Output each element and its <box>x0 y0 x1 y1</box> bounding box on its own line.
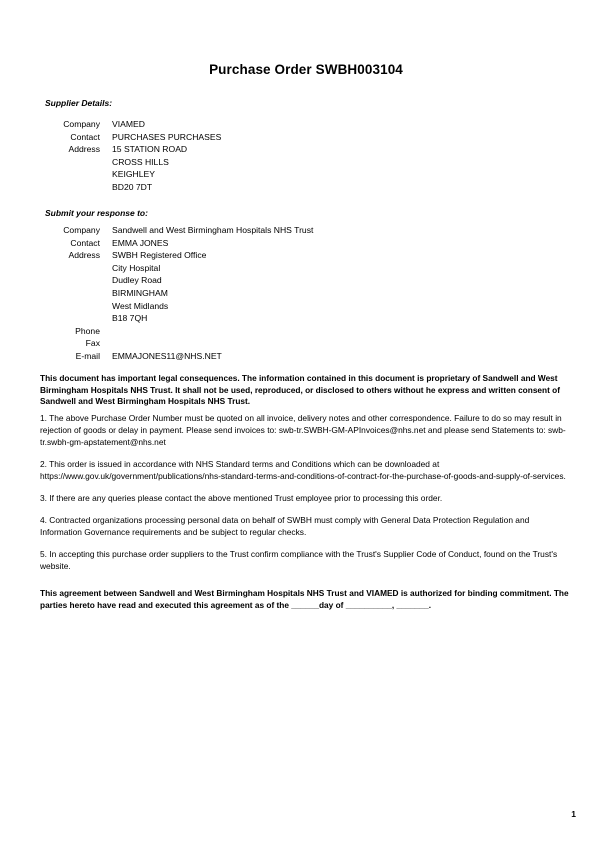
field-value: PURCHASES PURCHASES <box>112 131 222 142</box>
field-row <box>45 287 313 300</box>
field-value: 15 STATION ROAD <box>112 144 188 155</box>
field-value: EMMA JONES <box>112 237 169 248</box>
field-row <box>45 143 221 156</box>
field-key: Company <box>63 119 100 129</box>
page-title: Purchase Order SWBH003104 <box>209 62 403 77</box>
supplier-details-fields <box>45 118 221 194</box>
field-key: Address <box>68 144 100 155</box>
clause-text: 2. This order is issued in accordance with NHS Standard terms and Conditions which can be downloaded at <box>40 459 440 469</box>
field-row <box>45 168 221 181</box>
field-row <box>45 262 313 275</box>
field-value: VIAMED <box>112 119 145 129</box>
clause-item <box>40 458 573 482</box>
field-row <box>45 237 313 250</box>
field-row <box>45 224 313 237</box>
clause-text: 3. If there are any queries please contact the above mentioned Trust employee prior to processing this order. <box>40 493 443 503</box>
field-row <box>45 156 221 169</box>
clause-text: 5. In accepting this purchase order suppliers to the Trust confirm compliance with the Trust's Supplier Code of Conduct, found on the Trust's website. <box>40 549 558 571</box>
clauses-list <box>40 412 573 582</box>
clause-text: 1. The above Purchase Order Number must be quoted on all invoice, delivery notes and other correspondence. Failure to do so may result in rejection of goods or delay in payment. Please send invoices to: swb-tr.SWBH-GM-APInvoices@nhs.net and please send Statements to: swb-tr.swbh-gm-apstatement@nhs.net <box>40 413 566 447</box>
clause-text: 4. Contracted organizations processing personal data on behalf of SWBH must comply with General Data Protection Regulation and Information Governance requirements and be subject to regular checks. <box>40 515 530 537</box>
field-row <box>45 337 313 350</box>
agreement-statement: This agreement between Sandwell and West Birmingham Hospitals NHS Trust and VIAMED is authorized for binding commitment. The parties hereto have read and executed this agreement as of the ______day of __________, _______. <box>40 588 569 610</box>
field-row <box>45 118 221 131</box>
field-value: KEIGHLEY <box>112 169 155 180</box>
field-row <box>45 325 313 338</box>
field-key: Contact <box>70 131 100 142</box>
field-key: Fax <box>85 338 100 349</box>
field-row <box>45 181 221 194</box>
field-value: City Hospital <box>112 262 161 273</box>
field-row <box>45 312 313 325</box>
field-row <box>45 249 313 262</box>
submit-response-label: Submit your response to: <box>45 208 148 218</box>
field-row <box>45 274 313 287</box>
field-key: Phone <box>75 325 100 336</box>
field-value: SWBH Registered Office <box>112 250 207 261</box>
clause-item <box>40 548 573 572</box>
field-key: Address <box>68 250 100 261</box>
submit-response-fields <box>45 224 313 363</box>
field-value: BIRMINGHAM <box>112 287 168 298</box>
field-value: B18 7QH <box>112 313 148 324</box>
field-value: CROSS HILLS <box>112 156 169 167</box>
field-value: EMMAJONES11@NHS.NET <box>112 350 222 361</box>
field-row <box>45 131 221 144</box>
field-key: E-mail <box>75 350 100 361</box>
clause-item <box>40 514 573 538</box>
page-number: 1 <box>571 809 576 819</box>
clause-item <box>40 492 573 504</box>
field-value: Dudley Road <box>112 275 162 286</box>
legal-notice: This document has important legal consequences. The information contained in this document is proprietary of Sandwell and West Birmingham Hospitals NHS Trust. It shall not be used, reproduced, or disclosed to others without he express and written consent of Sandwell and West Birmingham Hospitals NHS Trust. <box>40 373 561 407</box>
field-value: BD20 7DT <box>112 181 153 192</box>
clause-url[interactable]: https://www.gov.uk/government/publications/nhs-standard-terms-and-conditions-of-contract-for-the-purchase-of-goods-and-supply-of-services. <box>40 471 566 481</box>
field-row <box>45 350 313 363</box>
field-row <box>45 300 313 313</box>
clause-item <box>40 412 573 448</box>
field-value: Sandwell and West Birmingham Hospitals NHS Trust <box>112 225 314 235</box>
field-value: West Midlands <box>112 300 169 311</box>
field-key: Contact <box>70 237 100 248</box>
field-key: Company <box>63 225 100 235</box>
supplier-details-label: Supplier Details: <box>45 98 113 108</box>
